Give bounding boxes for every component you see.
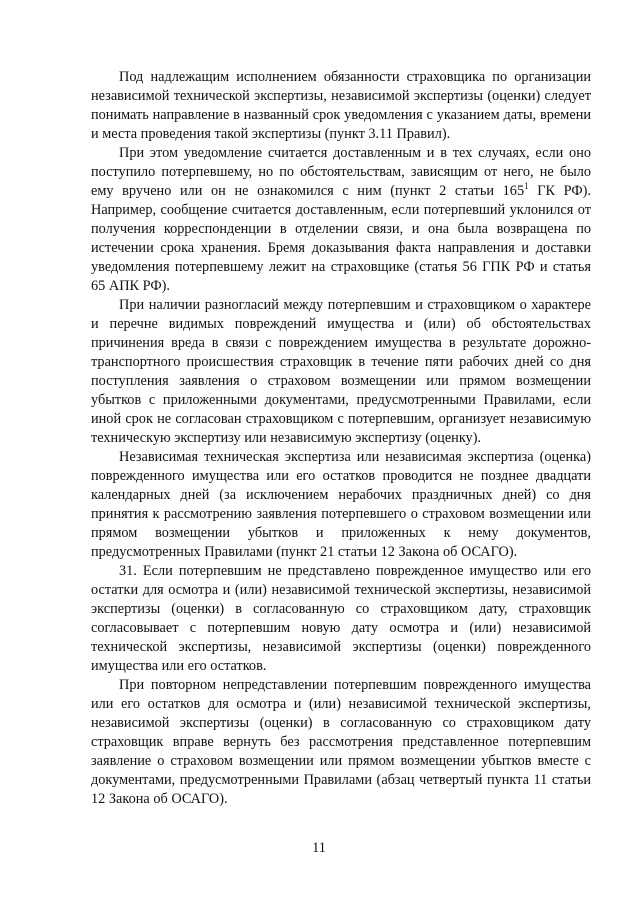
paragraph-notice-delivered	[91, 144, 591, 296]
page-number: 11	[312, 840, 326, 856]
paragraph-text-part: При этом уведомление считается доставленным и в тех случаях, если оно поступило потерпевшему, но по обстоятельствам, зависящим от него, не было ему вручено или он не ознакомился с ним (пункт 2 статьи 165	[91, 145, 591, 199]
paragraph-repeated-failure: При повторном непредставлении потерпевшим поврежденного имущества или его остатков для осмотра и (или) независимой технической экспертизы, независимой экспертизы (оценки) в согласованную со страховщиком дату страховщик вправе вернуть без рассмотрения представленное потерпевшим заявление о страховом возмещении или прямом возмещении убытков вместе с документами, предусмотренными Правилами (абзац четвертый пункта 11 статьи 12 Закона об ОСАГО).	[91, 677, 591, 807]
paragraph-notice-duty: Под надлежащим исполнением обязанности страховщика по организации независимой технической экспертизы, независимой экспертизы (оценки) следует понимать направление в названный срок уведомления с указанием даты, времени и места проведения такой экспертизы (пункт 3.11 Правил).	[91, 69, 591, 142]
paragraph-expertise-term: Независимая техническая экспертиза или независимая экспертиза (оценка) поврежденного имущества или его остатков проводится не позднее двадцати календарных дней (за исключением нерабочих праздничных дней) со дня принятия к рассмотрению заявления потерпевшего о страховом возмещении или прямом возмещении убытков и приложенных к нему документов, предусмотренных Правилами (пункт 21 статьи 12 Закона об ОСАГО).	[91, 449, 591, 560]
paragraph-disagreements: При наличии разногласий между потерпевшим и страховщиком о характере и перечне видимых повреждений имущества и (или) об обстоятельствах причинения вреда в связи с повреждением имущества в результате дорожно-транспортного происшествия страховщик в течение пяти рабочих дней со дня поступления заявления о страховом возмещении или прямом возмещении убытков с приложенными документами, предусмотренными Правилами, если иной срок не согласован страховщиком с потерпевшим, организует независимую техническую экспертизу или независимую экспертизу (оценку).	[91, 297, 591, 446]
paragraph-clause-31: 31. Если потерпевшим не представлено поврежденное имущество или его остатки для осмотра и (или) независимой технической экспертизы, независимой экспертизы (оценки) в согласованную со страховщиком дату, страховщик согласовывает с потерпевшим новую дату осмотра и (или) независимой технической экспертизы, независимой экспертизы (оценки) поврежденного имущества или его остатков.	[91, 563, 591, 674]
document-page	[91, 68, 591, 809]
superscript-index: 1	[524, 181, 529, 191]
paragraph-text-part: ГК РФ). Например, сообщение считается доставленным, если потерпевший уклонился от получения корреспонденции в отделении связи, и она была возвращена по истечении срока хранения. Бремя доказывания факта направления и доставки уведомления потерпевшему лежит на страховщике (статья 56 ГПК РФ и статья 65 АПК РФ).	[91, 183, 591, 294]
